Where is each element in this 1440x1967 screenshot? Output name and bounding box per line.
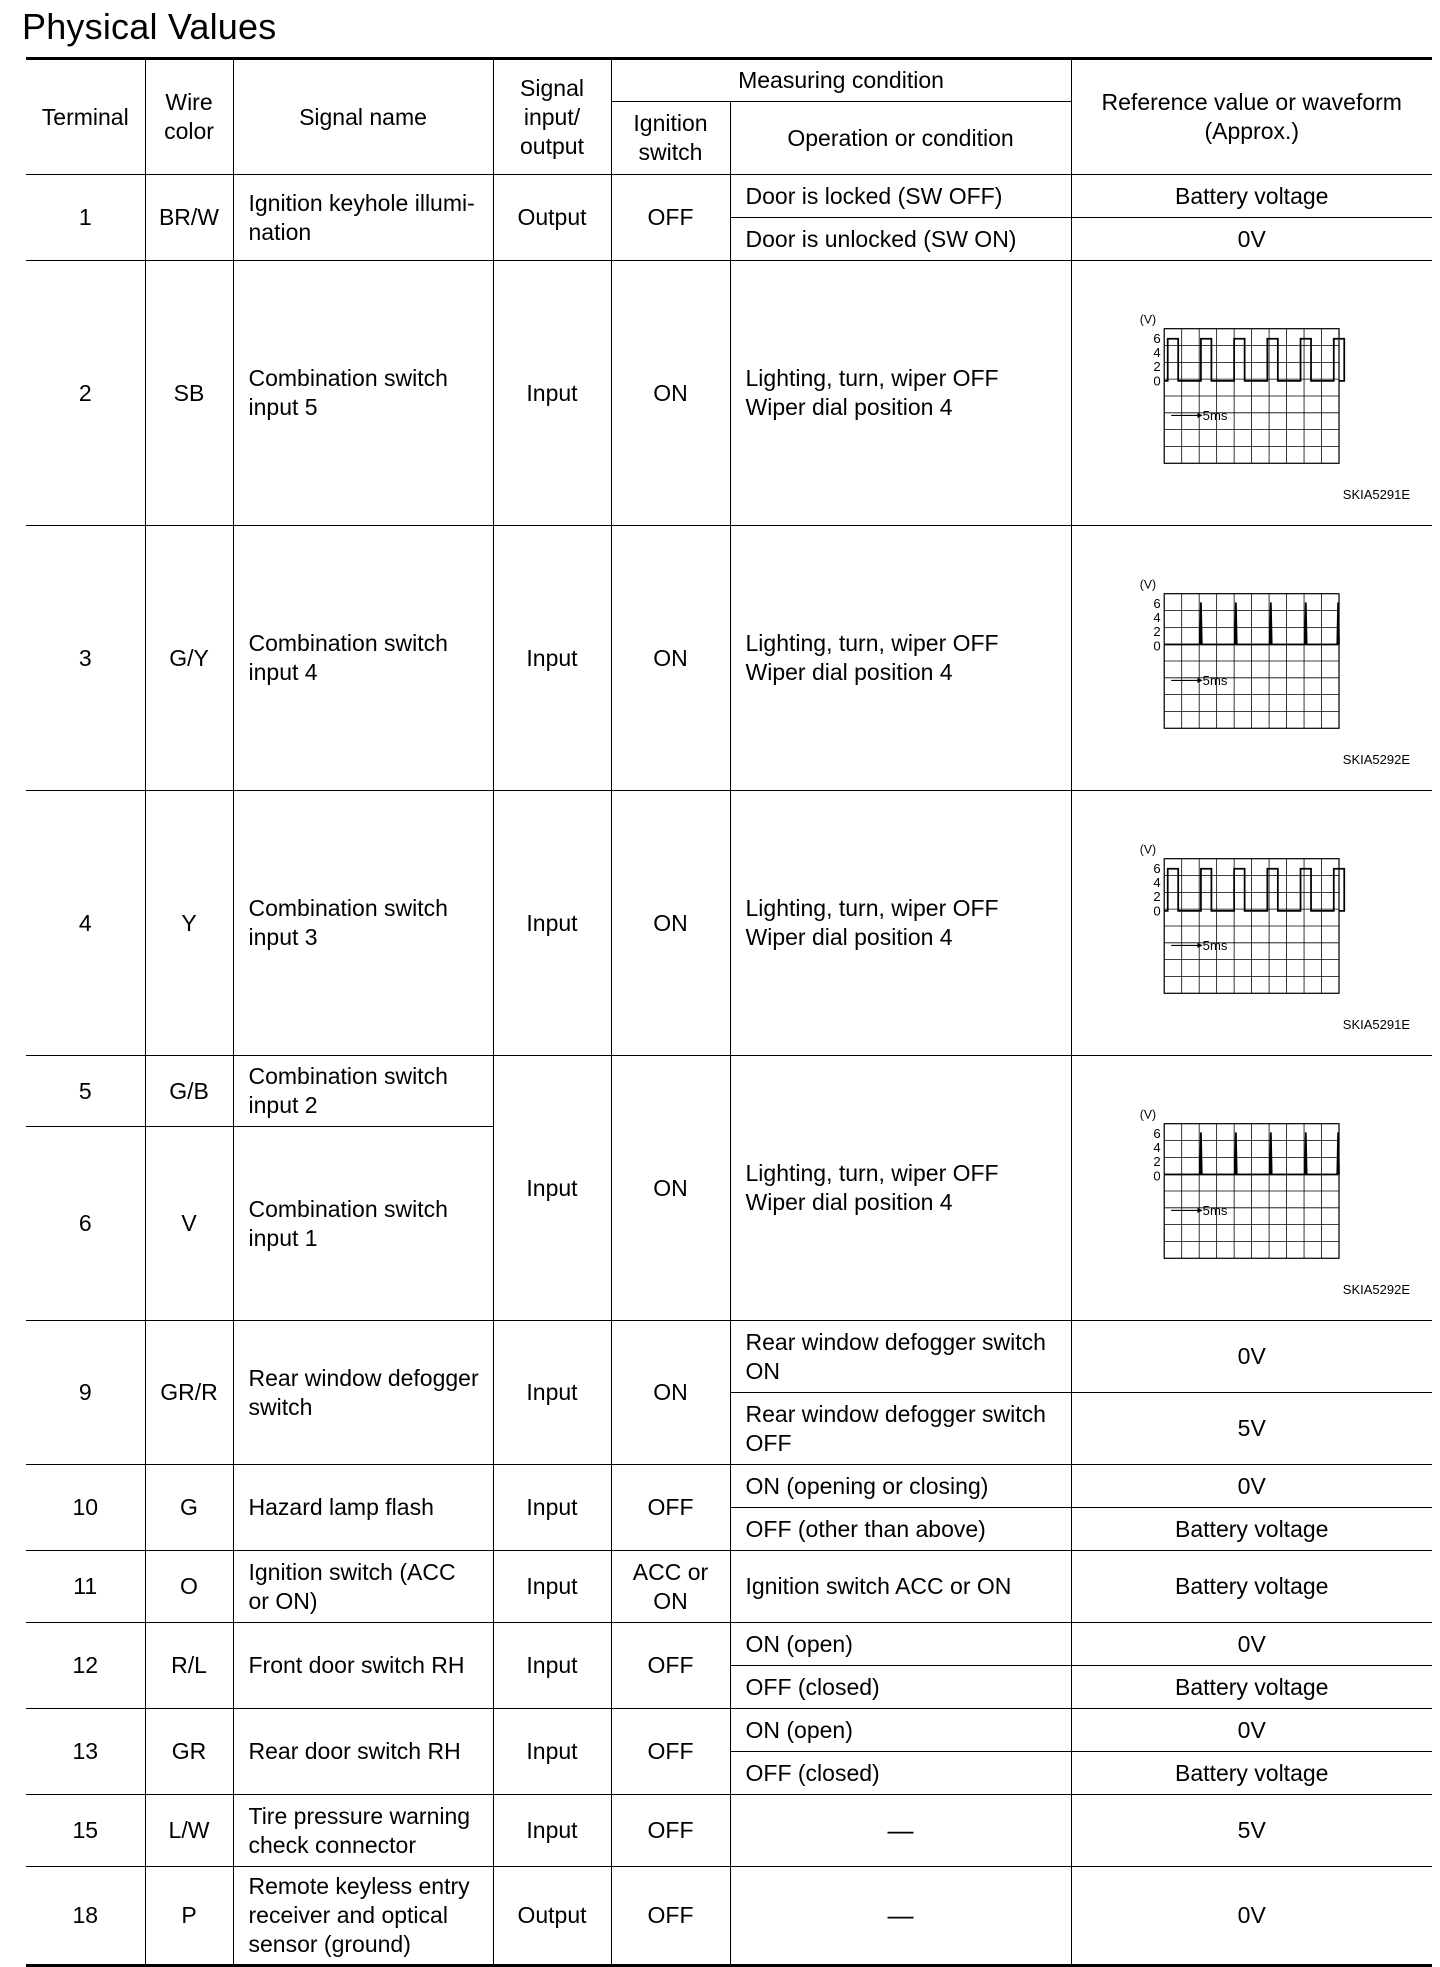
signal-io-cell: Input — [493, 1795, 611, 1867]
reference-cell: 0V — [1071, 218, 1432, 261]
terminal-cell: 11 — [26, 1551, 145, 1623]
y-tick-label: 4 — [1152, 345, 1161, 361]
signal-name-cell: Rear door switch RH — [233, 1709, 493, 1795]
terminal-cell: 12 — [26, 1623, 145, 1709]
time-scale-label: 5ms — [1202, 937, 1227, 953]
y-tick-label: 6 — [1152, 861, 1161, 877]
header-wire-color: Wire color — [145, 59, 233, 175]
table-row — [26, 1867, 1432, 1966]
signal-name-cell: Combination switch input 3 — [233, 791, 493, 1056]
operation-cell: Lighting, turn, wiper OFF Wiper dial position 4 — [730, 791, 1071, 1056]
operation-cell: Lighting, turn, wiper OFF Wiper dial position 4 — [730, 526, 1071, 791]
signal-name-cell: Combination switch input 1 — [233, 1127, 493, 1321]
wire-color-cell: G/Y — [145, 526, 233, 791]
signal-name-cell: Front door switch RH — [233, 1623, 493, 1709]
terminal-cell: 15 — [26, 1795, 145, 1867]
axis-unit: (V) — [1139, 577, 1156, 592]
header-terminal: Terminal — [26, 59, 145, 175]
y-tick-label: 4 — [1152, 875, 1161, 891]
axis-unit: (V) — [1139, 842, 1156, 857]
time-scale-label: 5ms — [1202, 672, 1227, 688]
waveform-chart — [1138, 309, 1346, 469]
operation-cell: — — [730, 1867, 1071, 1966]
wire-color-cell: V — [145, 1127, 233, 1321]
y-tick-label: 6 — [1152, 331, 1161, 347]
physical-values-table — [26, 57, 1432, 1967]
operation-cell: Door is unlocked (SW ON) — [730, 218, 1071, 261]
table-row — [26, 1623, 1432, 1666]
y-tick-label: 6 — [1152, 1126, 1161, 1142]
ignition-cell: ON — [611, 791, 730, 1056]
figure-code: SKIA5292E — [1342, 1282, 1410, 1297]
table-row — [26, 1551, 1432, 1623]
terminal-cell: 2 — [26, 261, 145, 526]
waveform-cell — [1071, 1056, 1432, 1321]
header-operation: Operation or condition — [730, 102, 1071, 175]
wire-color-cell: L/W — [145, 1795, 233, 1867]
operation-cell: Lighting, turn, wiper OFF Wiper dial position 4 — [730, 1056, 1071, 1321]
signal-io-cell: Output — [493, 175, 611, 261]
signal-name-cell: Rear window defogger switch — [233, 1321, 493, 1465]
signal-trace — [1164, 869, 1344, 911]
operation-cell: Door is locked (SW OFF) — [730, 175, 1071, 218]
signal-name-cell: Combination switch input 2 — [233, 1056, 493, 1127]
terminal-cell: 13 — [26, 1709, 145, 1795]
ignition-cell: OFF — [611, 1623, 730, 1709]
terminal-cell: 6 — [26, 1127, 145, 1321]
table-row — [26, 1709, 1432, 1752]
y-tick-label: 4 — [1152, 610, 1161, 626]
ignition-cell: OFF — [611, 1795, 730, 1867]
y-tick-label: 0 — [1152, 638, 1161, 654]
signal-name-cell: Ignition keyhole illumi- nation — [233, 175, 493, 261]
reference-cell: 0V — [1071, 1623, 1432, 1666]
reference-cell: Battery voltage — [1071, 1508, 1432, 1551]
operation-cell: Rear window defogger switch ON — [730, 1321, 1071, 1393]
signal-io-cell: Input — [493, 1465, 611, 1551]
header-signal-io: Signal input/ output — [493, 59, 611, 175]
wire-color-cell: SB — [145, 261, 233, 526]
signal-io-cell: Input — [493, 526, 611, 791]
y-tick-label: 2 — [1152, 624, 1161, 640]
wire-color-cell: P — [145, 1867, 233, 1966]
reference-cell: Battery voltage — [1071, 1752, 1432, 1795]
wire-color-cell: GR/R — [145, 1321, 233, 1465]
figure-code: SKIA5292E — [1342, 752, 1410, 767]
ignition-cell: OFF — [611, 1465, 730, 1551]
time-scale-label: 5ms — [1202, 407, 1227, 423]
ignition-cell: ON — [611, 261, 730, 526]
reference-cell: Battery voltage — [1071, 1666, 1432, 1709]
wire-color-cell: Y — [145, 791, 233, 1056]
waveform-cell — [1071, 526, 1432, 791]
signal-trace — [1164, 339, 1344, 381]
signal-io-cell: Input — [493, 1623, 611, 1709]
signal-name-cell: Remote keyless entry receiver and optical sensor (ground) — [233, 1867, 493, 1966]
y-tick-label: 2 — [1152, 889, 1161, 905]
waveform-chart — [1138, 1104, 1346, 1264]
waveform-figure — [1080, 530, 1425, 786]
wire-color-cell: G/B — [145, 1056, 233, 1127]
ignition-cell: ON — [611, 1321, 730, 1465]
header-ignition-switch: Ignition switch — [611, 102, 730, 175]
table-row — [26, 175, 1432, 218]
wire-color-cell: BR/W — [145, 175, 233, 261]
signal-io-cell: Input — [493, 1551, 611, 1623]
page-title: Physical Values — [22, 6, 277, 47]
ignition-cell: ACC or ON — [611, 1551, 730, 1623]
signal-io-cell: Input — [493, 261, 611, 526]
operation-cell: ON (opening or closing) — [730, 1465, 1071, 1508]
terminal-cell: 5 — [26, 1056, 145, 1127]
waveform-cell — [1071, 261, 1432, 526]
table-row — [26, 1465, 1432, 1508]
waveform-figure — [1080, 265, 1425, 521]
waveform-figure — [1080, 795, 1425, 1051]
figure-code: SKIA5291E — [1342, 1017, 1410, 1032]
operation-cell: ON (open) — [730, 1709, 1071, 1752]
operation-cell: ON (open) — [730, 1623, 1071, 1666]
terminal-cell: 4 — [26, 791, 145, 1056]
axis-unit: (V) — [1139, 312, 1156, 327]
y-tick-label: 0 — [1152, 373, 1161, 389]
signal-io-cell: Input — [493, 791, 611, 1056]
axis-unit: (V) — [1139, 1107, 1156, 1122]
waveform-cell — [1071, 791, 1432, 1056]
reference-cell: 0V — [1071, 1465, 1432, 1508]
waveform-figure — [1080, 1060, 1425, 1316]
signal-name-cell: Tire pressure warning check connector — [233, 1795, 493, 1867]
reference-cell: Battery voltage — [1071, 175, 1432, 218]
header-signal-name: Signal name — [233, 59, 493, 175]
signal-name-cell: Combination switch input 5 — [233, 261, 493, 526]
reference-cell: 0V — [1071, 1709, 1432, 1752]
y-tick-label: 4 — [1152, 1140, 1161, 1156]
waveform-chart — [1138, 839, 1346, 999]
operation-cell: Ignition switch ACC or ON — [730, 1551, 1071, 1623]
ignition-cell: ON — [611, 1056, 730, 1321]
table-row — [26, 791, 1432, 1056]
reference-cell: Battery voltage — [1071, 1551, 1432, 1623]
signal-name-cell: Hazard lamp flash — [233, 1465, 493, 1551]
reference-cell: 0V — [1071, 1321, 1432, 1393]
y-tick-label: 2 — [1152, 359, 1161, 375]
table-row — [26, 261, 1432, 526]
waveform-chart — [1138, 574, 1346, 734]
reference-cell: 0V — [1071, 1867, 1432, 1966]
y-tick-label: 0 — [1152, 903, 1161, 919]
y-tick-label: 0 — [1152, 1168, 1161, 1184]
table-row — [26, 1321, 1432, 1393]
signal-name-cell: Combination switch input 4 — [233, 526, 493, 791]
signal-io-cell: Output — [493, 1867, 611, 1966]
wire-color-cell: GR — [145, 1709, 233, 1795]
table-row — [26, 1795, 1432, 1867]
reference-cell: 5V — [1071, 1393, 1432, 1465]
ignition-cell: ON — [611, 526, 730, 791]
terminal-cell: 18 — [26, 1867, 145, 1966]
ignition-cell: OFF — [611, 1709, 730, 1795]
terminal-cell: 9 — [26, 1321, 145, 1465]
figure-code: SKIA5291E — [1342, 487, 1410, 502]
y-tick-label: 6 — [1152, 596, 1161, 612]
reference-cell: 5V — [1071, 1795, 1432, 1867]
operation-cell: OFF (closed) — [730, 1666, 1071, 1709]
operation-cell: OFF (closed) — [730, 1752, 1071, 1795]
table-row — [26, 1056, 1432, 1127]
signal-io-cell: Input — [493, 1056, 611, 1321]
operation-cell: Rear window defogger switch OFF — [730, 1393, 1071, 1465]
terminal-cell: 1 — [26, 175, 145, 261]
signal-io-cell: Input — [493, 1321, 611, 1465]
header-measuring-condition: Measuring condition — [611, 59, 1071, 102]
ignition-cell: OFF — [611, 175, 730, 261]
y-tick-label: 2 — [1152, 1154, 1161, 1170]
time-scale-label: 5ms — [1202, 1202, 1227, 1218]
signal-name-cell: Ignition switch (ACC or ON) — [233, 1551, 493, 1623]
table-row — [26, 526, 1432, 791]
terminal-cell: 10 — [26, 1465, 145, 1551]
wire-color-cell: R/L — [145, 1623, 233, 1709]
operation-cell: — — [730, 1795, 1071, 1867]
header-reference: Reference value or waveform (Approx.) — [1071, 59, 1432, 175]
wire-color-cell: O — [145, 1551, 233, 1623]
terminal-cell: 3 — [26, 526, 145, 791]
ignition-cell: OFF — [611, 1867, 730, 1966]
wire-color-cell: G — [145, 1465, 233, 1551]
operation-cell: OFF (other than above) — [730, 1508, 1071, 1551]
signal-io-cell: Input — [493, 1709, 611, 1795]
operation-cell: Lighting, turn, wiper OFF Wiper dial position 4 — [730, 261, 1071, 526]
